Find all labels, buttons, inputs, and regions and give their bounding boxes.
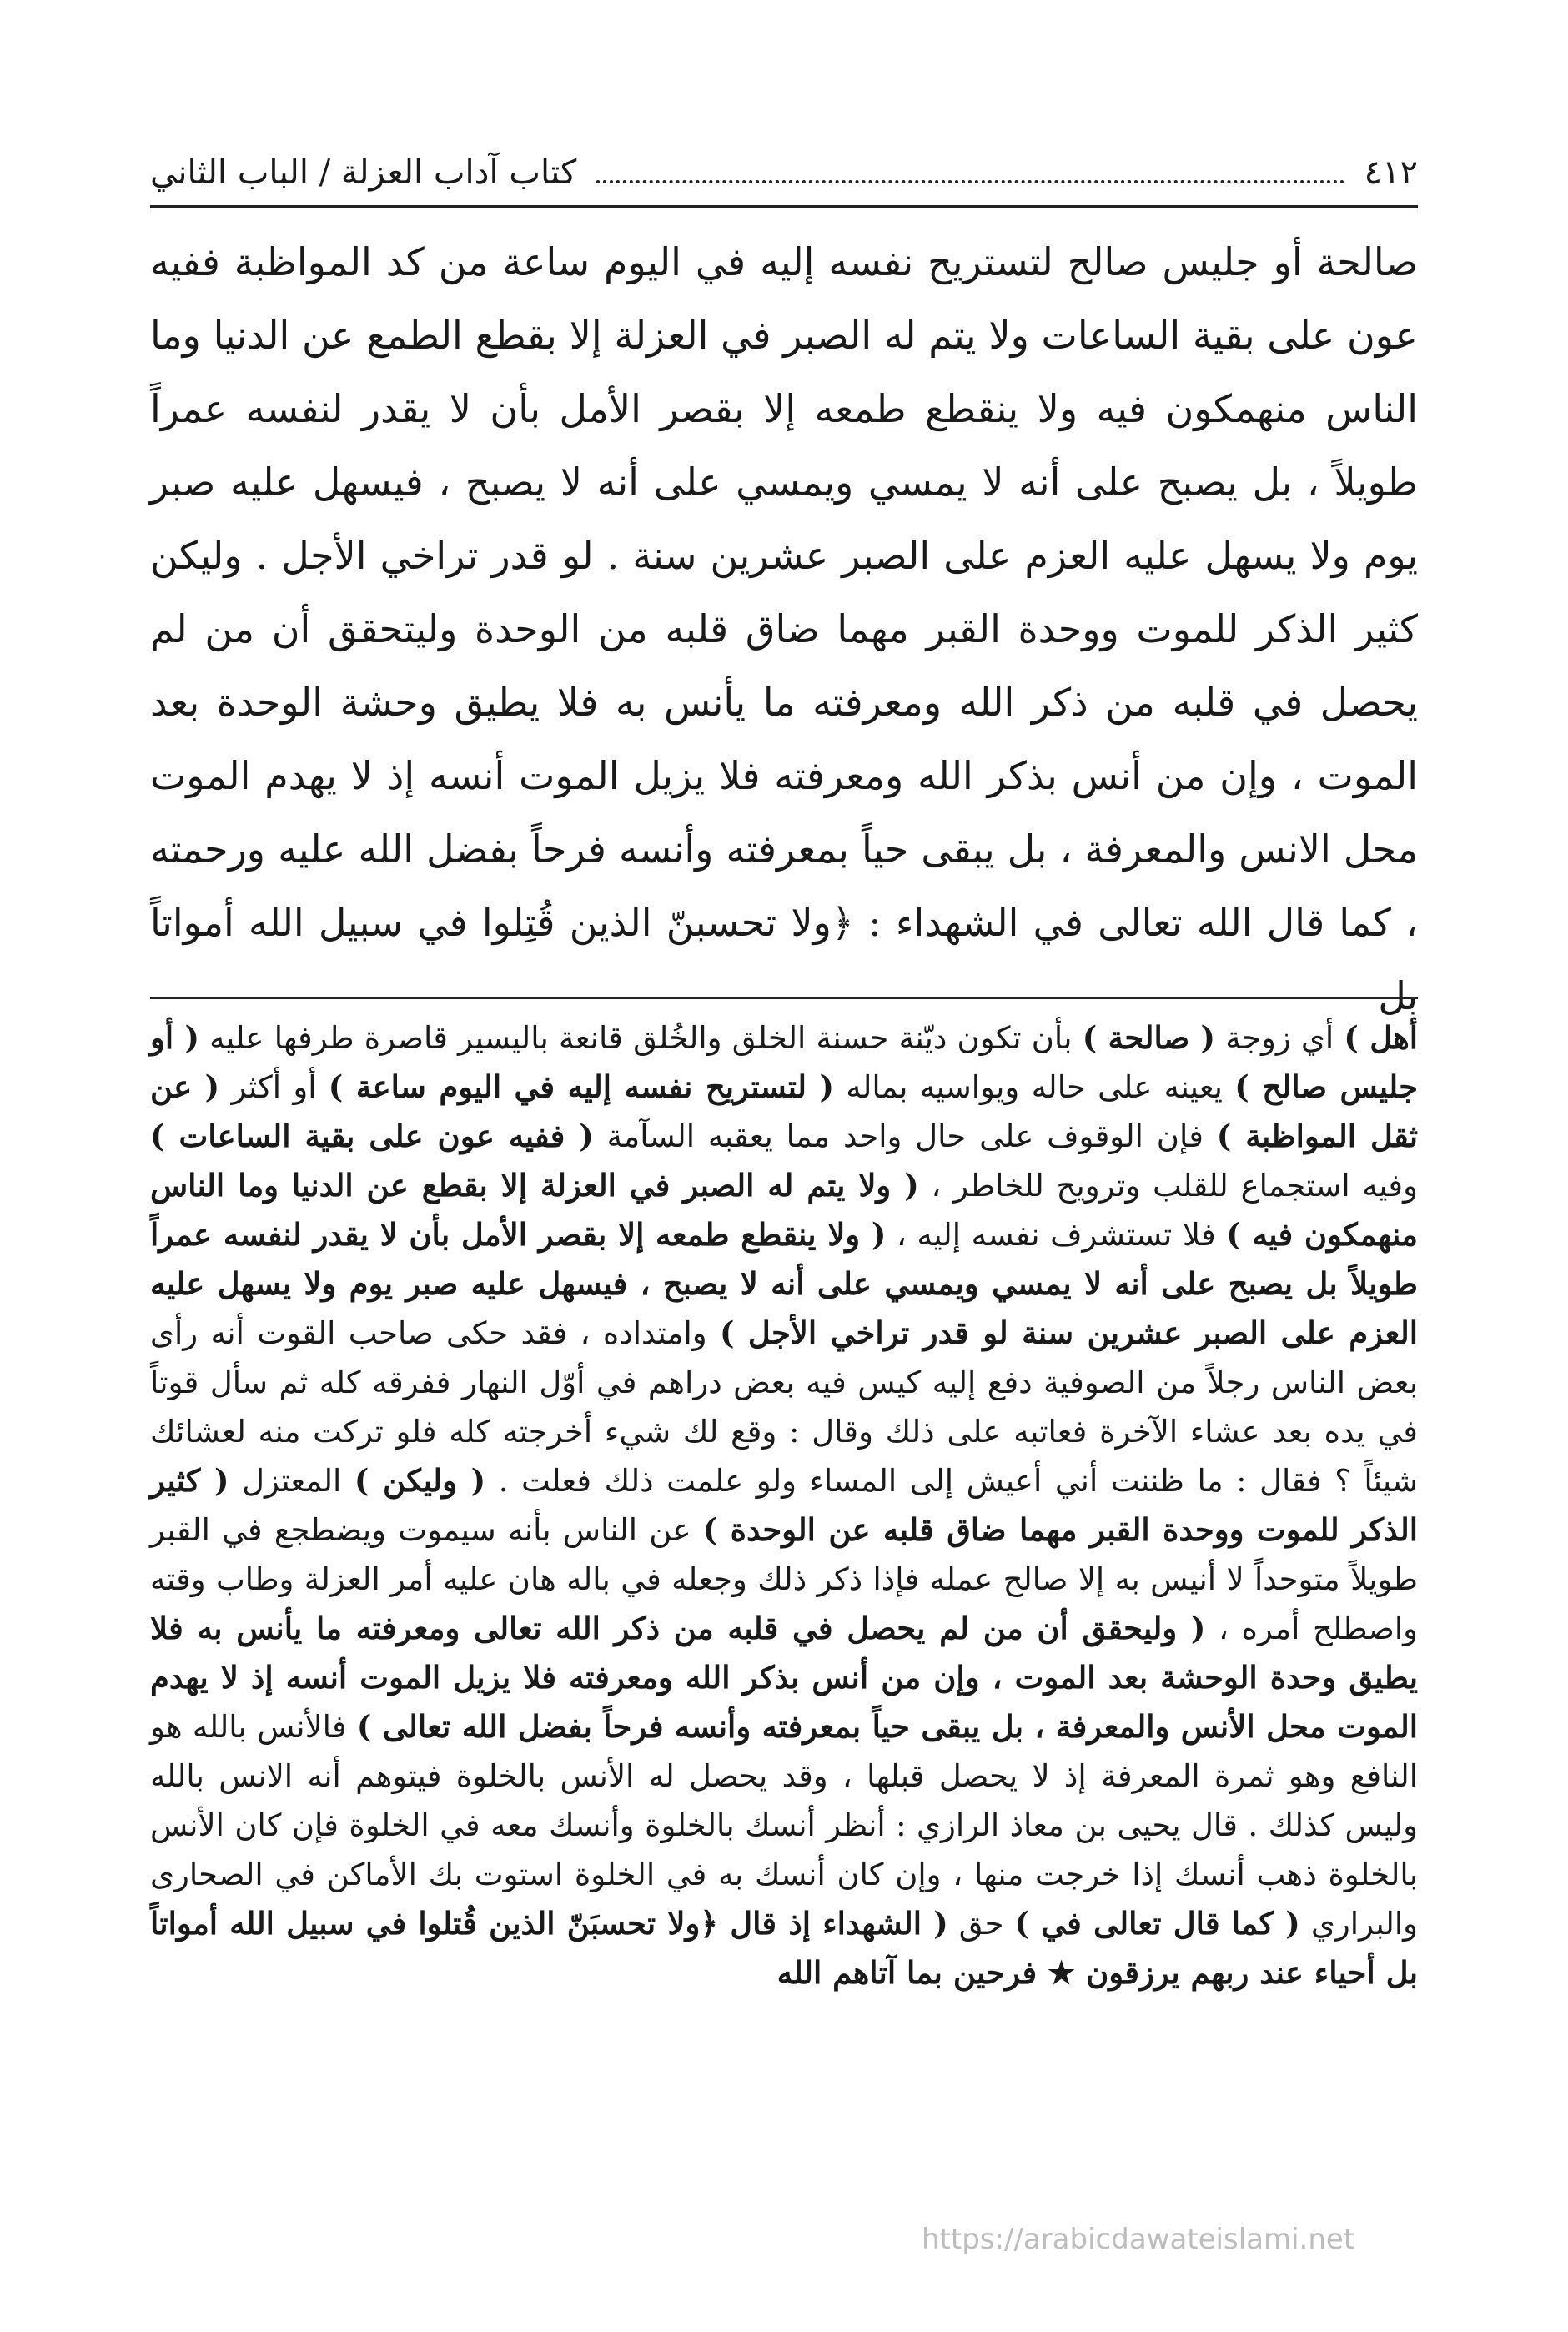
commentary-matn-segment: ( صالحة ) — [1082, 1019, 1216, 1056]
commentary-separator — [150, 997, 1418, 999]
commentary-matn-segment: أهل ) — [1344, 1019, 1419, 1056]
quran-quote: ﴿ولا تحسبنّ الذين قُتِلوا في سبيل الله أمواتاً بل — [150, 900, 1418, 1018]
page-number: ٤١٢ — [1364, 153, 1418, 192]
header-rule — [150, 205, 1418, 208]
commentary-sharh-segment: وفيه استجماع للقلب وترويح للخاطر ، — [918, 1168, 1418, 1204]
commentary-matn-segment: ( ولا ينقطع طمعه إلا بقصر الأمل بأن لا يقدر لنفسه عمراً طويلاً بل يصبح على أنه لا يمسي ويمسي على أنه لا يصبح ، فيسهل عليه صبر يوم ولا يسهل عليه العزم على الصبر عشرين سنة لو قدر تراخي الأجل ) — [150, 1216, 1418, 1351]
header-dotted-leader — [596, 180, 1344, 183]
commentary-matn-segment: ( أو جليس صالح ) — [150, 1019, 1418, 1105]
commentary-sharh-segment: وامتداده ، فقد حكى صاحب القوت أنه رأى بعض الناس رجلاً من الصوفية دفع إليه كيس فيه بعض دراهم في أوّل النهار ففرقه كله ثم سأل قوتاً في يده بعد عشاء الآخرة فعاتبه على ذلك وقال : وقع لك شيء أخرجته كله فلو تركت منه لعشائك شيئاً ؟ فقال : ما ظننت أني أعيش إلى المساء ولو علمت ذلك فعلت . — [150, 1315, 1418, 1499]
commentary-sharh-segment: أي زوجة — [1215, 1020, 1344, 1056]
book-page — [150, 108, 1418, 2244]
commentary-sharh-segment: بأن تكون ديّنة حسنة الخلق والخُلق قانعة باليسير قاصرة طرفها عليه — [199, 1020, 1083, 1056]
commentary-sharh-segment: عن الناس بأنه سيموت ويضطجع في القبر طويلاً متوحداً لا أنيس به إلا صالح عمله فإذا ذكر ذلك وجعله في باله هان عليه أمر العزلة وطاب وقته واصطلح أمره ، — [150, 1512, 1419, 1646]
commentary-matn-segment: ( ولا يتم له الصبر في العزلة إلا بقطع عن الدنيا وما الناس منهمكون فيه ) — [150, 1167, 1418, 1253]
commentary-matn-segment: ( كما قال تعالى في ) — [1014, 1905, 1300, 1942]
commentary-matn-segment: ( كثير الذكر للموت ووحدة القبر مهما ضاق قلبه عن الوحدة ) — [150, 1462, 1418, 1548]
commentary-sharh-segment: المعتزل — [229, 1463, 354, 1499]
commentary-sharh-segment: حق — [947, 1906, 1015, 1942]
commentary-matn-segment: ( وليكن ) — [354, 1462, 486, 1499]
running-title: كتاب آداب العزلة / الباب الثاني — [150, 153, 577, 192]
commentary-matn-segment: ( لتستريح نفسه إليه في اليوم ساعة ) — [328, 1068, 834, 1105]
page-header — [150, 108, 1418, 192]
commentary-matn-segment: ( وليحقق أن من لم يحصل في قلبه من ذكر الله تعالى ومعرفته ما يأنس به فلا يطيق وحدة الوحشة بعد الموت ، وإن من أنس بذكر الله ومعرفته فلا يزيل الموت أنسه إذ لا يهدم الموت محل الأنس والمعرفة ، بل يبقى حياً بمعرفته وأنسه فرحاً بفضل الله تعالى ) — [150, 1610, 1418, 1745]
commentary-sharh-segment: أو أكثر — [219, 1069, 329, 1105]
commentary-matn-segment: ( الشهداء إذ قال ﴿ولا تحسبَنّ الذين قُتلوا في سبيل الله أمواتاً بل أحياء عند ربهم يرزقون ★ فرحين بما آتاهم الله — [150, 1905, 1418, 1991]
commentary-sharh-segment: يعينه على حاله ويواسيه بماله — [833, 1069, 1235, 1105]
commentary-sharh-segment: فالأنس بالله هو النافع وهو ثمرة المعرفة إذ لا يحصل قبلها ، وقد يحصل له الأنس بالخلوة فيتوهم أنه الانس بالله وليس كذلك . قال يحيى بن معاذ الرازي : أنظر أنسك بالخلوة وأنسك معه في الخلوة فإن كان الأنس بالخلوة ذهب أنسك إذا خرجت منها ، وإن كان أنسك به في الخلوة استوت بك الأماكن في الصحارى والبراري — [150, 1709, 1418, 1942]
commentary-sharh-segment: فلا تستشرف نفسه إليه ، — [886, 1217, 1227, 1253]
main-text-body: صالحة أو جليس صالح لتستريح نفسه إليه في اليوم ساعة من كد المواظبة ففيه عون على بقية الساعات ولا يتم له الصبر في العزلة إلا بقطع الطمع عن الدنيا وما الناس منهمكون فيه ولا ينقطع طمعه إلا بقصر الأمل بأن لا يقدر لنفسه عمراً طويلاً ، بل يصبح على أنه لا يمسي ويمسي على أنه لا يصبح ، فيسهل عليه صبر يوم ولا يسهل عليه العزم على الصبر عشرين سنة . لو قدر تراخي الأجل . وليكن كثير الذكر للموت ووحدة القبر مهما ضاق قلبه من الوحدة وليتحقق أن من لم يحصل في قلبه من ذكر الله ومعرفته ما يأنس به فلا يطيق وحشة الوحدة بعد الموت ، وإن من أنس بذكر الله ومعرفته فلا يزيل الموت أنسه إذ لا يهدم الموت محل الانس والمعرفة ، بل يبقى حياً بمعرفته وأنسه فرحاً بفضل الله عليه ورحمته ، كما قال الله تعالى في الشهداء : — [150, 239, 1419, 945]
commentary-matn-segment: ( عن ثقل المواظبة ) — [150, 1068, 1419, 1154]
commentary-matn-segment: ( ففيه عون على بقية الساعات ) — [150, 1118, 594, 1154]
commentary-text — [150, 1013, 1418, 1998]
watermark-url: https://arabicdawateislami.net — [922, 2223, 1355, 2256]
main-text — [150, 225, 1418, 1033]
commentary-sharh-segment: فإن الوقوف على حال واحد مما يعقبه السآمة — [593, 1118, 1217, 1154]
